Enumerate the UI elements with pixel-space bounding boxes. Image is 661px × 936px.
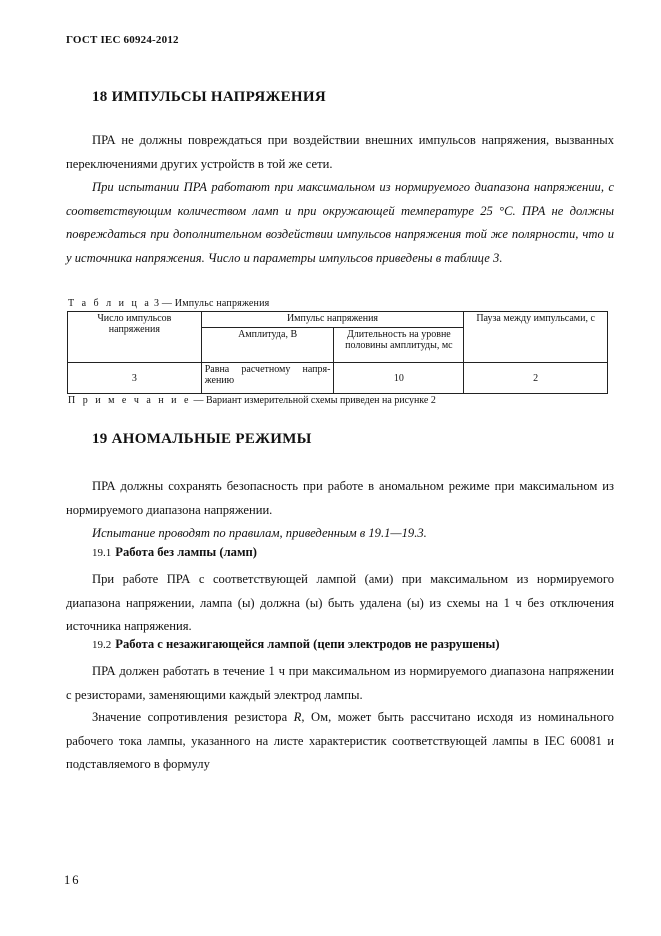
subsection-19-1-heading [92, 545, 257, 560]
section-19-paragraph-1 [66, 475, 614, 522]
resistor-paragraph-text-b: , Ом, может быть рассчитано исходя из номинального рабочего тока лампы, указанного на листе характеристик соответствующей лампы в IEC 60081 и подставляемого в формулу [66, 710, 614, 771]
section-18-paragraph-2 [66, 176, 614, 270]
cell-pause: 2 [464, 363, 608, 394]
resistor-paragraph [66, 706, 614, 777]
header-duration: Длительность на уровне половины амплитуды, мс [334, 328, 464, 363]
table-row [68, 363, 608, 394]
header-pause: Пауза между импульсами, с [464, 312, 608, 363]
table-header-row [68, 312, 608, 328]
subsection-19-1-paragraph [66, 568, 614, 639]
subsection-19-1-number: 19.1 [92, 547, 112, 559]
document-code-header: ГОСТ IEC 60924-2012 [66, 34, 179, 46]
note-prefix: П р и м е ч а н и е [68, 395, 191, 406]
table-caption-prefix: Т а б л и ц а [68, 298, 152, 309]
header-pulse: Импульс напряжения [201, 312, 464, 328]
subsection-19-2-text: ПРА должен работать в течение 1 ч при максимальном из нормируемого диапазона напряжении с резисторами, заменяющими каждый электрод лампы. [66, 664, 614, 702]
table-3-caption [68, 298, 269, 309]
section-19-paragraph-2-text: Испытание проводят по правилам, приведенным в 19.1—19.3. [92, 526, 427, 540]
subsection-19-2-number: 19.2 [92, 639, 112, 651]
resistor-paragraph-text-a: Значение сопротивления резистора [92, 710, 294, 724]
cell-duration: 10 [334, 363, 464, 394]
header-amplitude: Амплитуда, В [201, 328, 334, 363]
table-caption-text: 3 — Импульс напряжения [153, 298, 270, 309]
section-18-paragraph-2-text: При испытании ПРА работают при максимальном из нормируемого диапазона напряжении, с соответствующим количеством ламп и при окружающей температуре 25 °С. ПРА не должны повреждаться при дополнительном воздействии импульсов напряжения той же полярности, что и у источника напряжения. Число и параметры импульсов приведены в таблице 3. [66, 180, 614, 265]
table-3-note [68, 395, 436, 406]
section-19-paragraph-2 [66, 522, 614, 546]
subsection-19-2-title: Работа с незажигающейся лампой (цепи электродов не разрушены) [115, 637, 500, 651]
section-18-paragraph-1 [66, 129, 614, 176]
section-19-paragraph-1-text: ПРА должны сохранять безопасность при работе в аномальном режиме при максимальном из нормируемого диапазона напряжении. [66, 479, 614, 517]
section-18-paragraph-1-text: ПРА не должны повреждаться при воздействии внешних импульсов напряжения, вызванных переключениями других устройств в той же сети. [66, 133, 614, 171]
subsection-19-1-text: При работе ПРА с соответствующей лампой (ами) при максимальном из нормируемого диапазона напряжении, лампа (ы) должна (ы) быть удалена (ы) из схемы на 1 ч без отключения источника напряжения. [66, 572, 614, 633]
header-pulse-count: Число импульсов напряжения [68, 312, 202, 363]
section-19-title: 19 АНОМАЛЬНЫЕ РЕЖИМЫ [92, 431, 312, 447]
cell-amplitude: Равна расчетному напря- жению [201, 363, 334, 394]
table-3 [67, 311, 608, 394]
subsection-19-2-heading [92, 637, 500, 652]
subsection-19-2-paragraph [66, 660, 614, 707]
note-text: — Вариант измерительной схемы приведен на рисунке 2 [190, 395, 436, 406]
section-18-title: 18 ИМПУЛЬСЫ НАПРЯЖЕНИЯ [92, 89, 326, 105]
cell-pulse-count: 3 [68, 363, 202, 394]
resistor-symbol: R [293, 710, 302, 724]
page-number: 16 [64, 873, 81, 887]
subsection-19-1-title: Работа без лампы (ламп) [115, 545, 257, 559]
